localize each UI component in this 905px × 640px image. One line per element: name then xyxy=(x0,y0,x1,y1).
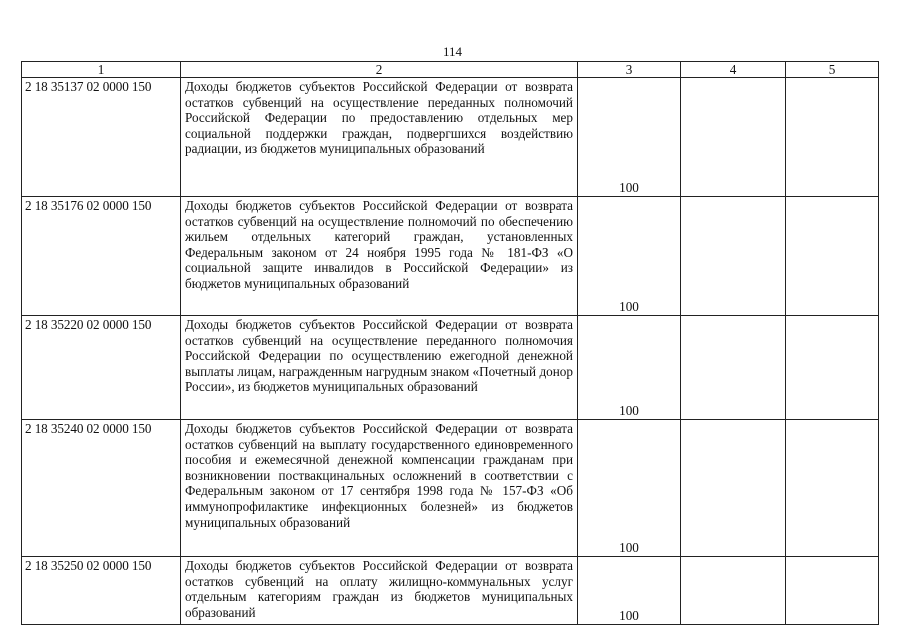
column-5-cell xyxy=(786,316,879,420)
table-header-row xyxy=(22,62,879,78)
revenue-description: Доходы бюджетов субъектов Российской Федерации от возврата остатков субвенций на выплату государственного единовременного пособия и ежемесячной денежной компенсации гражданам при возникновении поствакцинальных осложнений в соответствии с Федеральным законом от 17 сентября 1998 года № 157-ФЗ «Об иммунопрофилактике инфекционных болезней» из бюджетов муниципальных образований xyxy=(181,420,578,557)
column-5-cell xyxy=(786,420,879,557)
column-4-cell xyxy=(681,420,786,557)
column-4-cell xyxy=(681,78,786,197)
budget-revenue-table xyxy=(21,61,879,625)
revenue-code: 2 18 35220 02 0000 150 xyxy=(22,316,181,420)
revenue-code: 2 18 35240 02 0000 150 xyxy=(22,420,181,557)
column-header: 4 xyxy=(681,62,786,78)
table-row xyxy=(22,78,879,197)
norm-value: 100 xyxy=(578,420,681,557)
revenue-code: 2 18 35250 02 0000 150 xyxy=(22,557,181,625)
column-header: 3 xyxy=(578,62,681,78)
revenue-description: Доходы бюджетов субъектов Российской Федерации от возврата остатков субвенций на осуществление полномочий по обеспечению жильем отдельных категорий граждан, установленных Федеральным законом от 24 ноября 1995 года № 181-ФЗ «О социальной защите инвалидов в Российской Федерации» из бюджетов муниципальных образований xyxy=(181,197,578,316)
table-row xyxy=(22,557,879,625)
page-number: 114 xyxy=(442,44,463,59)
column-header: 2 xyxy=(181,62,578,78)
column-header: 1 xyxy=(22,62,181,78)
column-5-cell xyxy=(786,557,879,625)
column-4-cell xyxy=(681,197,786,316)
norm-value: 100 xyxy=(578,197,681,316)
column-5-cell xyxy=(786,197,879,316)
column-4-cell xyxy=(681,316,786,420)
revenue-description: Доходы бюджетов субъектов Российской Федерации от возврата остатков субвенций на оплату жилищно-коммунальных услуг отдельным категориям граждан из бюджетов муниципальных образований xyxy=(181,557,578,625)
revenue-description: Доходы бюджетов субъектов Российской Федерации от возврата остатков субвенций на осуществление переданных полномочий Российской Федерации по предоставлению отдельных мер социальной поддержки граждан, подвергшихся воздействию радиации, из бюджетов муниципальных образований xyxy=(181,78,578,197)
revenue-code: 2 18 35176 02 0000 150 xyxy=(22,197,181,316)
column-header: 5 xyxy=(786,62,879,78)
table-row xyxy=(22,197,879,316)
table-row xyxy=(22,420,879,557)
table-row xyxy=(22,316,879,420)
column-5-cell xyxy=(786,78,879,197)
column-4-cell xyxy=(681,557,786,625)
revenue-code: 2 18 35137 02 0000 150 xyxy=(22,78,181,197)
revenue-description: Доходы бюджетов субъектов Российской Федерации от возврата остатков субвенций на осуществление переданного полномочия Российской Федерации по осуществлению ежегодной денежной выплаты лицам, награжденным нагрудным знаком «Почетный донор России», из бюджетов муниципальных образований xyxy=(181,316,578,420)
norm-value: 100 xyxy=(578,557,681,625)
norm-value: 100 xyxy=(578,316,681,420)
norm-value: 100 xyxy=(578,78,681,197)
